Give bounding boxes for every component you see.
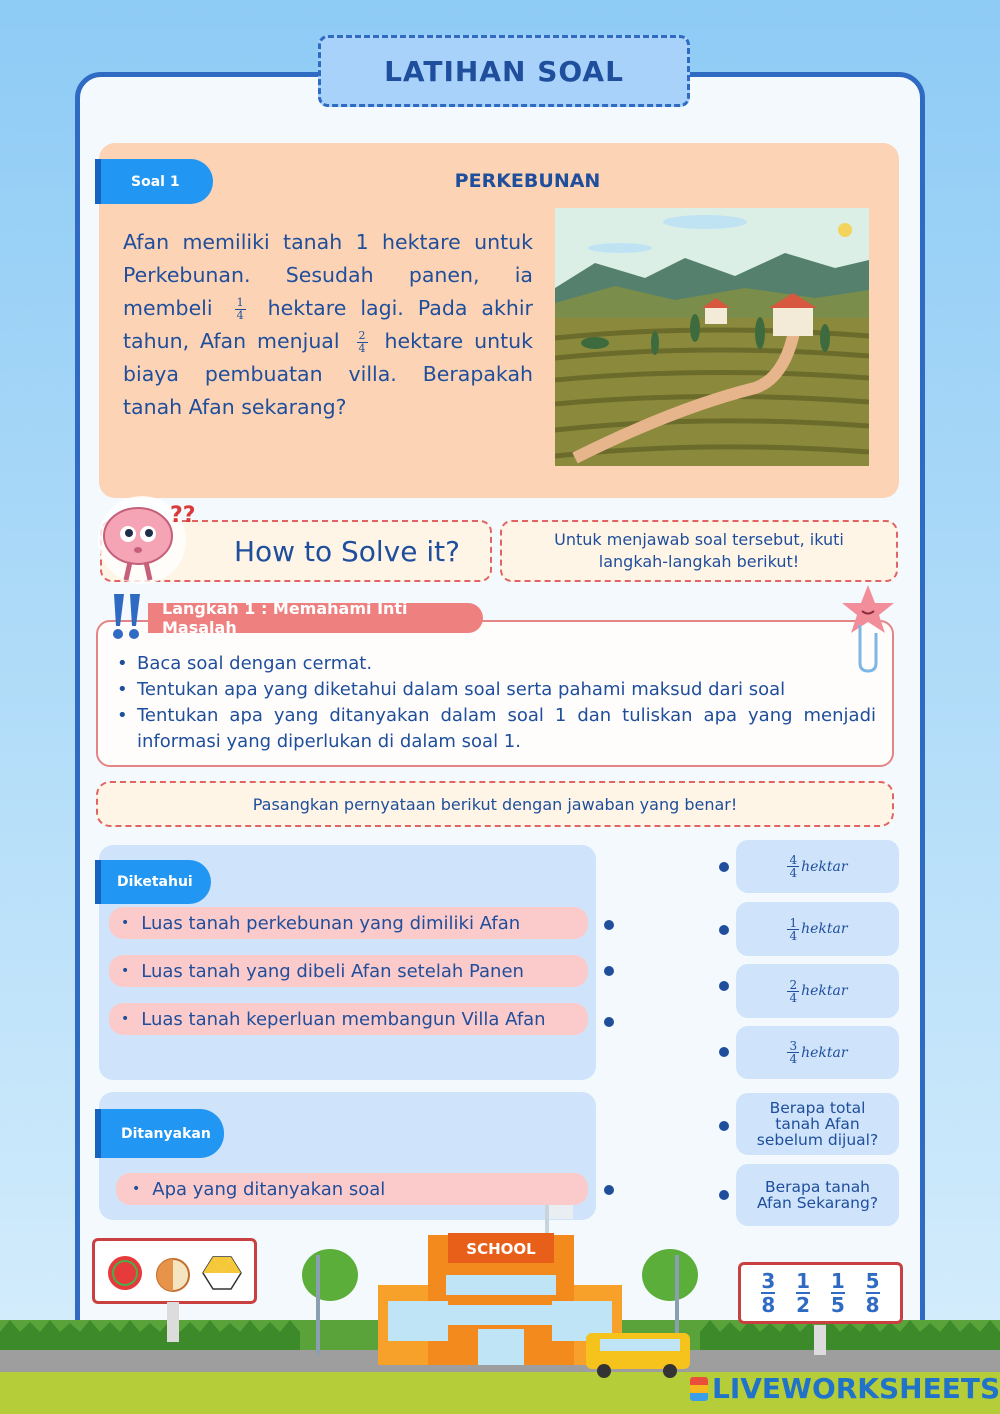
answer-box[interactable]: $\frac{2}{4}$ hektar (736, 964, 899, 1018)
known-item: • Luas tanah yang dibeli Afan setelah Panen (109, 955, 588, 987)
question-text (123, 226, 533, 424)
instruction-text: Untuk menjawab soal tersebut, ikuti langkah-langkah berikut! (554, 530, 844, 571)
brand-logo: LIVEWORKSHEETS (690, 1372, 1000, 1405)
school-sign: SCHOOL (466, 1240, 536, 1258)
known-item: • Luas tanah perkebunan yang dimiliki Afan (109, 907, 588, 939)
match-dot-right[interactable] (719, 981, 729, 991)
match-instruction-box (96, 781, 894, 827)
soal-tag: Soal 1 (95, 159, 213, 204)
ditanyakan-tag: Ditanyakan (95, 1109, 224, 1158)
sign-fraction: $\frac{1}{5}$ (830, 1269, 845, 1317)
list-item: • Tentukan apa yang ditanyakan dalam soal 1 dan tuliskan apa yang menjadi informasi yang diperlukan di dalam soal 1. (113, 703, 876, 755)
answer-box[interactable]: $\frac{1}{4}$ hektar (736, 902, 899, 956)
step-one-label: Langkah 1 : Memahami Inti Masalah (148, 603, 483, 633)
match-dot-left[interactable] (604, 1017, 614, 1027)
match-dot-right[interactable] (719, 1047, 729, 1057)
fraction-one-quarter: $\frac{1}{4}$ (236, 295, 244, 322)
list-item: • Baca soal dengan cermat. (113, 651, 876, 677)
answer-box[interactable]: Berapa tanah Afan Sekarang? (736, 1164, 899, 1226)
match-dot-right[interactable] (719, 1121, 729, 1131)
match-dot-right[interactable] (719, 925, 729, 935)
exclamation-icon (108, 592, 148, 642)
match-dot-left[interactable] (604, 1185, 614, 1195)
diketahui-tag: Diketahui (95, 860, 211, 904)
match-instruction-text: Pasangkan pernyataan berikut dengan jawaban yang benar! (252, 794, 738, 814)
sign-post (814, 1325, 826, 1355)
instruction-box (500, 520, 898, 582)
match-dot-left[interactable] (604, 966, 614, 976)
question-text-a: Afan memiliki tanah 1 hektare untuk Perkebunan. Sesudah panen, ia membeli (123, 230, 533, 320)
sign-fraction: $\frac{1}{2}$ (796, 1269, 811, 1317)
list-item: • Tentukan apa yang diketahui dalam soal serta pahami maksud dari soal (113, 677, 876, 703)
answer-box[interactable]: $\frac{4}{4}$ hektar (736, 840, 899, 893)
sign-fraction: $\frac{5}{8}$ (865, 1269, 880, 1317)
answer-box[interactable]: Berapa total tanah Afan sebelum dijual? (736, 1093, 899, 1155)
step-one-list (113, 651, 876, 755)
question-title: PERKEBUNAN (454, 170, 601, 192)
page-title: LATIHAN SOAL (318, 35, 690, 107)
sign-post (167, 1302, 179, 1342)
sign-fraction: $\frac{3}{8}$ (761, 1269, 776, 1317)
brand-mark-icon (690, 1377, 708, 1401)
asked-item: • Apa yang ditanyakan soal (116, 1173, 588, 1205)
how-to-solve-title: How to Solve it? (234, 534, 460, 568)
fraction-two-quarters: $\frac{2}{4}$ (358, 328, 366, 355)
fractions-sign (738, 1262, 903, 1324)
answer-box[interactable]: $\frac{3}{4}$ hektar (736, 1026, 899, 1079)
thinking-brain-icon (96, 492, 200, 588)
match-dot-right[interactable] (719, 862, 729, 872)
match-dot-right[interactable] (719, 1190, 729, 1200)
pie-fractions-sign (92, 1238, 257, 1304)
plantation-illustration (555, 208, 869, 466)
match-dot-left[interactable] (604, 920, 614, 930)
question-text-c: hektare untuk biaya pembuatan villa. Berapakah tanah Afan sekarang? (123, 329, 533, 419)
known-item: • Luas tanah keperluan membangun Villa Afan (109, 1003, 588, 1035)
school-building (300, 1205, 700, 1385)
svg-text:??: ?? (170, 503, 196, 528)
question-text-b: hektare lagi. Pada akhir tahun, Afan menjual (123, 296, 533, 353)
